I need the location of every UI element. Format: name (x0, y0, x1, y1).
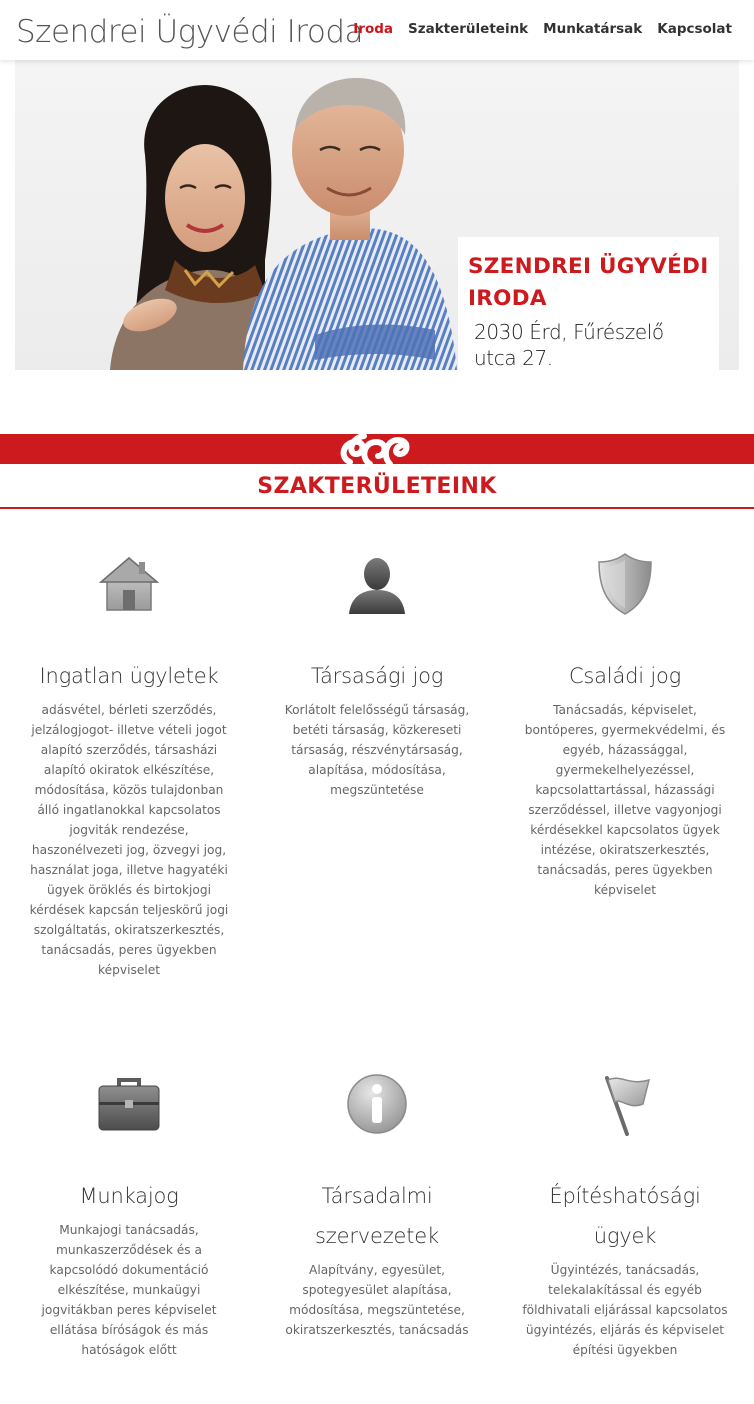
main-nav (353, 21, 732, 37)
service-ingatlan (19, 552, 239, 980)
service-description: adásvétel, bérleti szerződés, jelzálogjogot- illetve vételi jogot alapító szerződés, társasházi alapító okiratok elkészítése, módosítása, közös tulajdonban álló ingatlanokkal kapcsolatos jogviták rendezése, haszonélvezeti jog, özvegyi jog, használat joga, illetve hagyatéki ügyek öröklés és birtokjogi kérdések kapcsán teljeskörű jogi szolgáltatás, okiratszerkesztés, tanácsadás, peres ügyekben képviselet (29, 703, 229, 977)
section-divider (0, 507, 754, 509)
hero-firm-name: SZENDREI ÜGYVÉDI IRODA (468, 254, 709, 311)
briefcase-icon (97, 1072, 161, 1136)
service-description: Korlátolt felelősségű társaság, betéti társaság, közkereseti társaság, részvénytársaság, alapítása, módosítása, megszüntetése (284, 703, 470, 797)
service-title: Családi jog (568, 664, 682, 688)
hero-banner (15, 60, 739, 370)
nav-item-munkatarsak[interactable]: Munkatársak (543, 21, 643, 37)
nav-item-iroda[interactable]: Iroda (353, 21, 393, 37)
service-title: Ingatlan ügyletek (39, 664, 219, 688)
service-title: Építéshatósági ügyek (549, 1184, 701, 1248)
info-icon (345, 1072, 409, 1136)
firm-logo-icon (336, 428, 418, 468)
service-munkajog (19, 1072, 239, 1360)
service-tarsasagi-jog (267, 552, 487, 800)
service-epiteshatosagi-ugyek (515, 1072, 735, 1360)
service-title: Társadalmi szervezetek (315, 1184, 439, 1248)
service-title: Társasági jog (310, 664, 444, 688)
service-description: Tanácsadás, képviselet, bontóperes, gyermekvédelmi, és egyéb, házassággal, gyermekelhelyezéssel, kapcsolattartással, házassági szerződéssel, illetve vagyonjogi kérdésekkel kapcsolatos ügyek intézése, okiratszerkesztés, tanácsadás, peres ügyekben képviselet (524, 703, 726, 897)
house-icon (97, 552, 161, 616)
site-title[interactable]: Szendrei Ügyvédi Iroda (16, 14, 363, 50)
nav-item-szakteruleteink[interactable]: Szakterületeink (408, 21, 529, 37)
section-title: SZAKTERÜLETEINK (257, 474, 497, 499)
service-description: Munkajogi tanácsadás, munkaszerződések és a kapcsolódó dokumentáció elkészítése, munkaügyi jogvitákban peres képviselet ellátása bíróságok és más hatóságok előtt (41, 1223, 217, 1357)
nav-item-kapcsolat[interactable]: Kapcsolat (657, 21, 732, 37)
shield-icon (593, 552, 657, 616)
service-csaladi-jog (515, 552, 735, 900)
service-title: Munkajog (79, 1184, 179, 1208)
hero-address: 2030 Érd, Fűrészelő utca 27. (474, 320, 664, 370)
hero-info-card (458, 237, 719, 370)
service-description: Ügyintézés, tanácsadás, telekalakítással és egyéb földhivatali eljárással kapcsolatos ügyintézés, eljárás és képviselet építési ügyekben (522, 1263, 728, 1357)
flag-icon (593, 1072, 657, 1136)
person-icon (345, 552, 409, 616)
site-header (0, 0, 754, 60)
service-tarsadalmi-szervezetek (267, 1072, 487, 1340)
service-description: Alapítvány, egyesület, spotegyesület alapítása, módosítása, megszüntetése, okiratszerkesztés, tanácsadás (285, 1263, 469, 1337)
